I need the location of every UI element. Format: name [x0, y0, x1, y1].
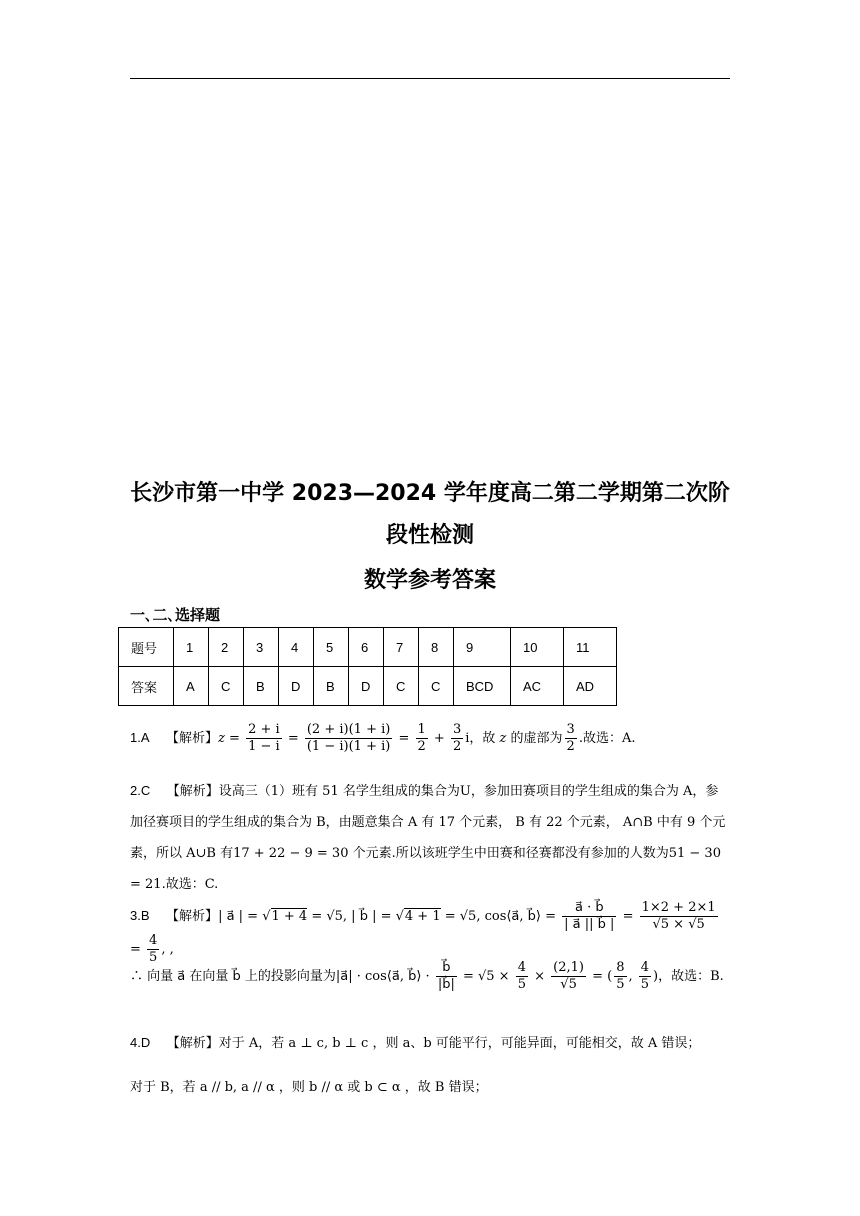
frac-num: 3	[452, 722, 462, 737]
math-fraction	[246, 722, 282, 755]
math-text: = √5, | b⃗ | = √	[307, 909, 404, 924]
table-cell: C	[384, 667, 419, 706]
table-cell: AC	[511, 667, 564, 706]
math-text: ，故	[469, 731, 500, 746]
math-fraction	[640, 900, 718, 933]
solution-3-line2	[130, 960, 730, 993]
math-var: z	[499, 731, 507, 746]
answer-table	[118, 627, 617, 706]
document-title-line1: 长沙市第一中学 2023—2024 学年度高二第二学期第二次阶	[130, 481, 730, 506]
solution-2	[130, 775, 730, 900]
analysis-tag: 【解析】	[166, 784, 219, 799]
solution-text: 设高三（1）班有 51 名学生组成的集合为U，参加田赛项目的学生组成的集合为 A，参加径赛项目的学生组成的集合为 B，由题意集合 A 有 17 个元素， B 有 22 个元素， A∩B 中有 9 个元素，所以 A∪B 有17 + 22 − 9 = 30 个元素.所以该班学生中田赛和径赛都没有参加的人数为51 − 30 = 21.故选：C.	[130, 784, 726, 892]
table-cell: 1	[174, 628, 209, 667]
table-cell: C	[209, 667, 244, 706]
frac-den: 2	[452, 739, 462, 754]
frac-den: 5	[640, 977, 650, 992]
solution-4-line1	[130, 1028, 730, 1059]
frac-num: 1×2 + 2×1	[641, 900, 716, 915]
math-radicand: 1 + 4	[271, 909, 308, 924]
frac-num: 4	[149, 933, 158, 948]
math-fraction	[551, 960, 586, 993]
header-rule	[130, 78, 730, 79]
frac-den: | a⃗ || b⃗ |	[564, 917, 615, 932]
analysis-tag: 【解析】	[166, 909, 219, 924]
row-label: 题号	[119, 628, 174, 667]
math-text: +	[429, 731, 449, 746]
math-text: =	[394, 731, 414, 746]
solution-text: 对于 B，若 a // b, a // α ，则 b // α 或 b ⊂ α ，故 B 错误；	[130, 1080, 488, 1095]
table-cell: 6	[349, 628, 384, 667]
math-text: = (	[587, 969, 613, 984]
math-var: z	[218, 731, 225, 746]
table-cell: D	[279, 667, 314, 706]
math-fraction	[416, 722, 428, 755]
math-text: 的虚部为	[506, 731, 563, 746]
math-text: =	[130, 942, 146, 957]
frac-num: b⃗	[436, 960, 457, 977]
math-text: , ,	[161, 942, 174, 957]
solution-number: 4.D	[130, 1035, 151, 1050]
table-row-answers	[119, 667, 617, 706]
math-text: i	[465, 731, 470, 746]
math-text: =	[618, 909, 638, 924]
analysis-tag: 【解析】	[166, 1036, 219, 1051]
math-text: = √5, cos⟨a⃗, b⃗⟩ =	[440, 909, 561, 924]
frac-num: 1	[417, 722, 426, 737]
table-cell: BCD	[454, 667, 511, 706]
math-text: ×	[529, 969, 550, 984]
table-cell: D	[349, 667, 384, 706]
frac-den: √5 × √5	[652, 917, 705, 932]
math-fraction	[562, 900, 616, 933]
frac-num: 8	[616, 960, 625, 975]
math-text: ∴ 向量 a⃗ 在向量 b⃗ 上的投影向量为|a⃗| · cos⟨a⃗, b⃗⟩ ·	[130, 969, 434, 984]
document-subtitle: 数学参考答案	[363, 568, 496, 593]
frac-num: 2 + i	[248, 722, 280, 737]
solution-4-line2	[130, 1073, 730, 1103]
math-fraction	[305, 722, 392, 755]
frac-num: (2 + i)(1 + i)	[306, 722, 391, 737]
frac-den: 5	[616, 977, 625, 992]
frac-den: 1 − i	[248, 739, 280, 754]
frac-num: a⃗ · b⃗	[562, 900, 616, 917]
solution-number: 3.B	[130, 908, 150, 923]
table-cell: 9	[454, 628, 511, 667]
solution-3-line1	[130, 900, 730, 966]
frac-num: 3	[566, 722, 575, 737]
table-cell: 5	[314, 628, 349, 667]
math-text: =	[283, 731, 303, 746]
frac-num: (2,1)	[553, 960, 584, 975]
solution-number: 1.A	[130, 730, 150, 745]
frac-den: (1 − i)(1 + i)	[306, 739, 391, 754]
table-cell: 11	[564, 628, 617, 667]
math-fraction	[565, 722, 577, 755]
solution-text: 对于 A，若 a ⊥ c, b ⊥ c ，则 a、b 可能平行，可能异面，可能相交，故 A 错误；	[218, 1036, 701, 1051]
math-radicand: 4 + 1	[404, 909, 441, 924]
analysis-tag: 【解析】	[166, 731, 219, 746]
frac-den: 2	[566, 739, 575, 754]
table-cell: 2	[209, 628, 244, 667]
math-fraction	[639, 960, 651, 993]
math-fraction	[451, 722, 463, 755]
math-text: ,	[628, 969, 637, 984]
frac-den: 5	[149, 950, 158, 965]
math-fraction	[516, 960, 528, 993]
row-label: 答案	[119, 667, 174, 706]
table-cell: C	[419, 667, 454, 706]
math-fraction	[436, 960, 457, 993]
table-cell: B	[244, 667, 279, 706]
math-text: =	[224, 731, 245, 746]
frac-num: 4	[640, 960, 650, 975]
frac-num: 4	[517, 960, 526, 975]
math-text: .故选：A.	[578, 731, 636, 746]
section-heading: 一､二､选择题	[130, 606, 221, 624]
frac-den: 5	[517, 977, 526, 992]
table-cell: A	[174, 667, 209, 706]
math-text: )，故选：B.	[653, 969, 724, 984]
frac-den: |b⃗|	[437, 977, 455, 992]
document-title-line2: 段性检测	[385, 523, 474, 548]
table-cell: B	[314, 667, 349, 706]
table-cell: 7	[384, 628, 419, 667]
table-row-numbers	[119, 628, 617, 667]
math-fraction	[614, 960, 626, 993]
table-cell: 3	[244, 628, 279, 667]
solution-number: 2.C	[130, 783, 151, 798]
math-text: = √5 ×	[458, 969, 514, 984]
solution-1	[130, 722, 730, 755]
table-cell: 10	[511, 628, 564, 667]
math-text: | a⃗ | = √	[218, 909, 271, 924]
table-cell: 8	[419, 628, 454, 667]
frac-den: √5	[560, 977, 577, 992]
table-cell: 4	[279, 628, 314, 667]
table-cell: AD	[564, 667, 617, 706]
frac-den: 2	[417, 739, 426, 754]
